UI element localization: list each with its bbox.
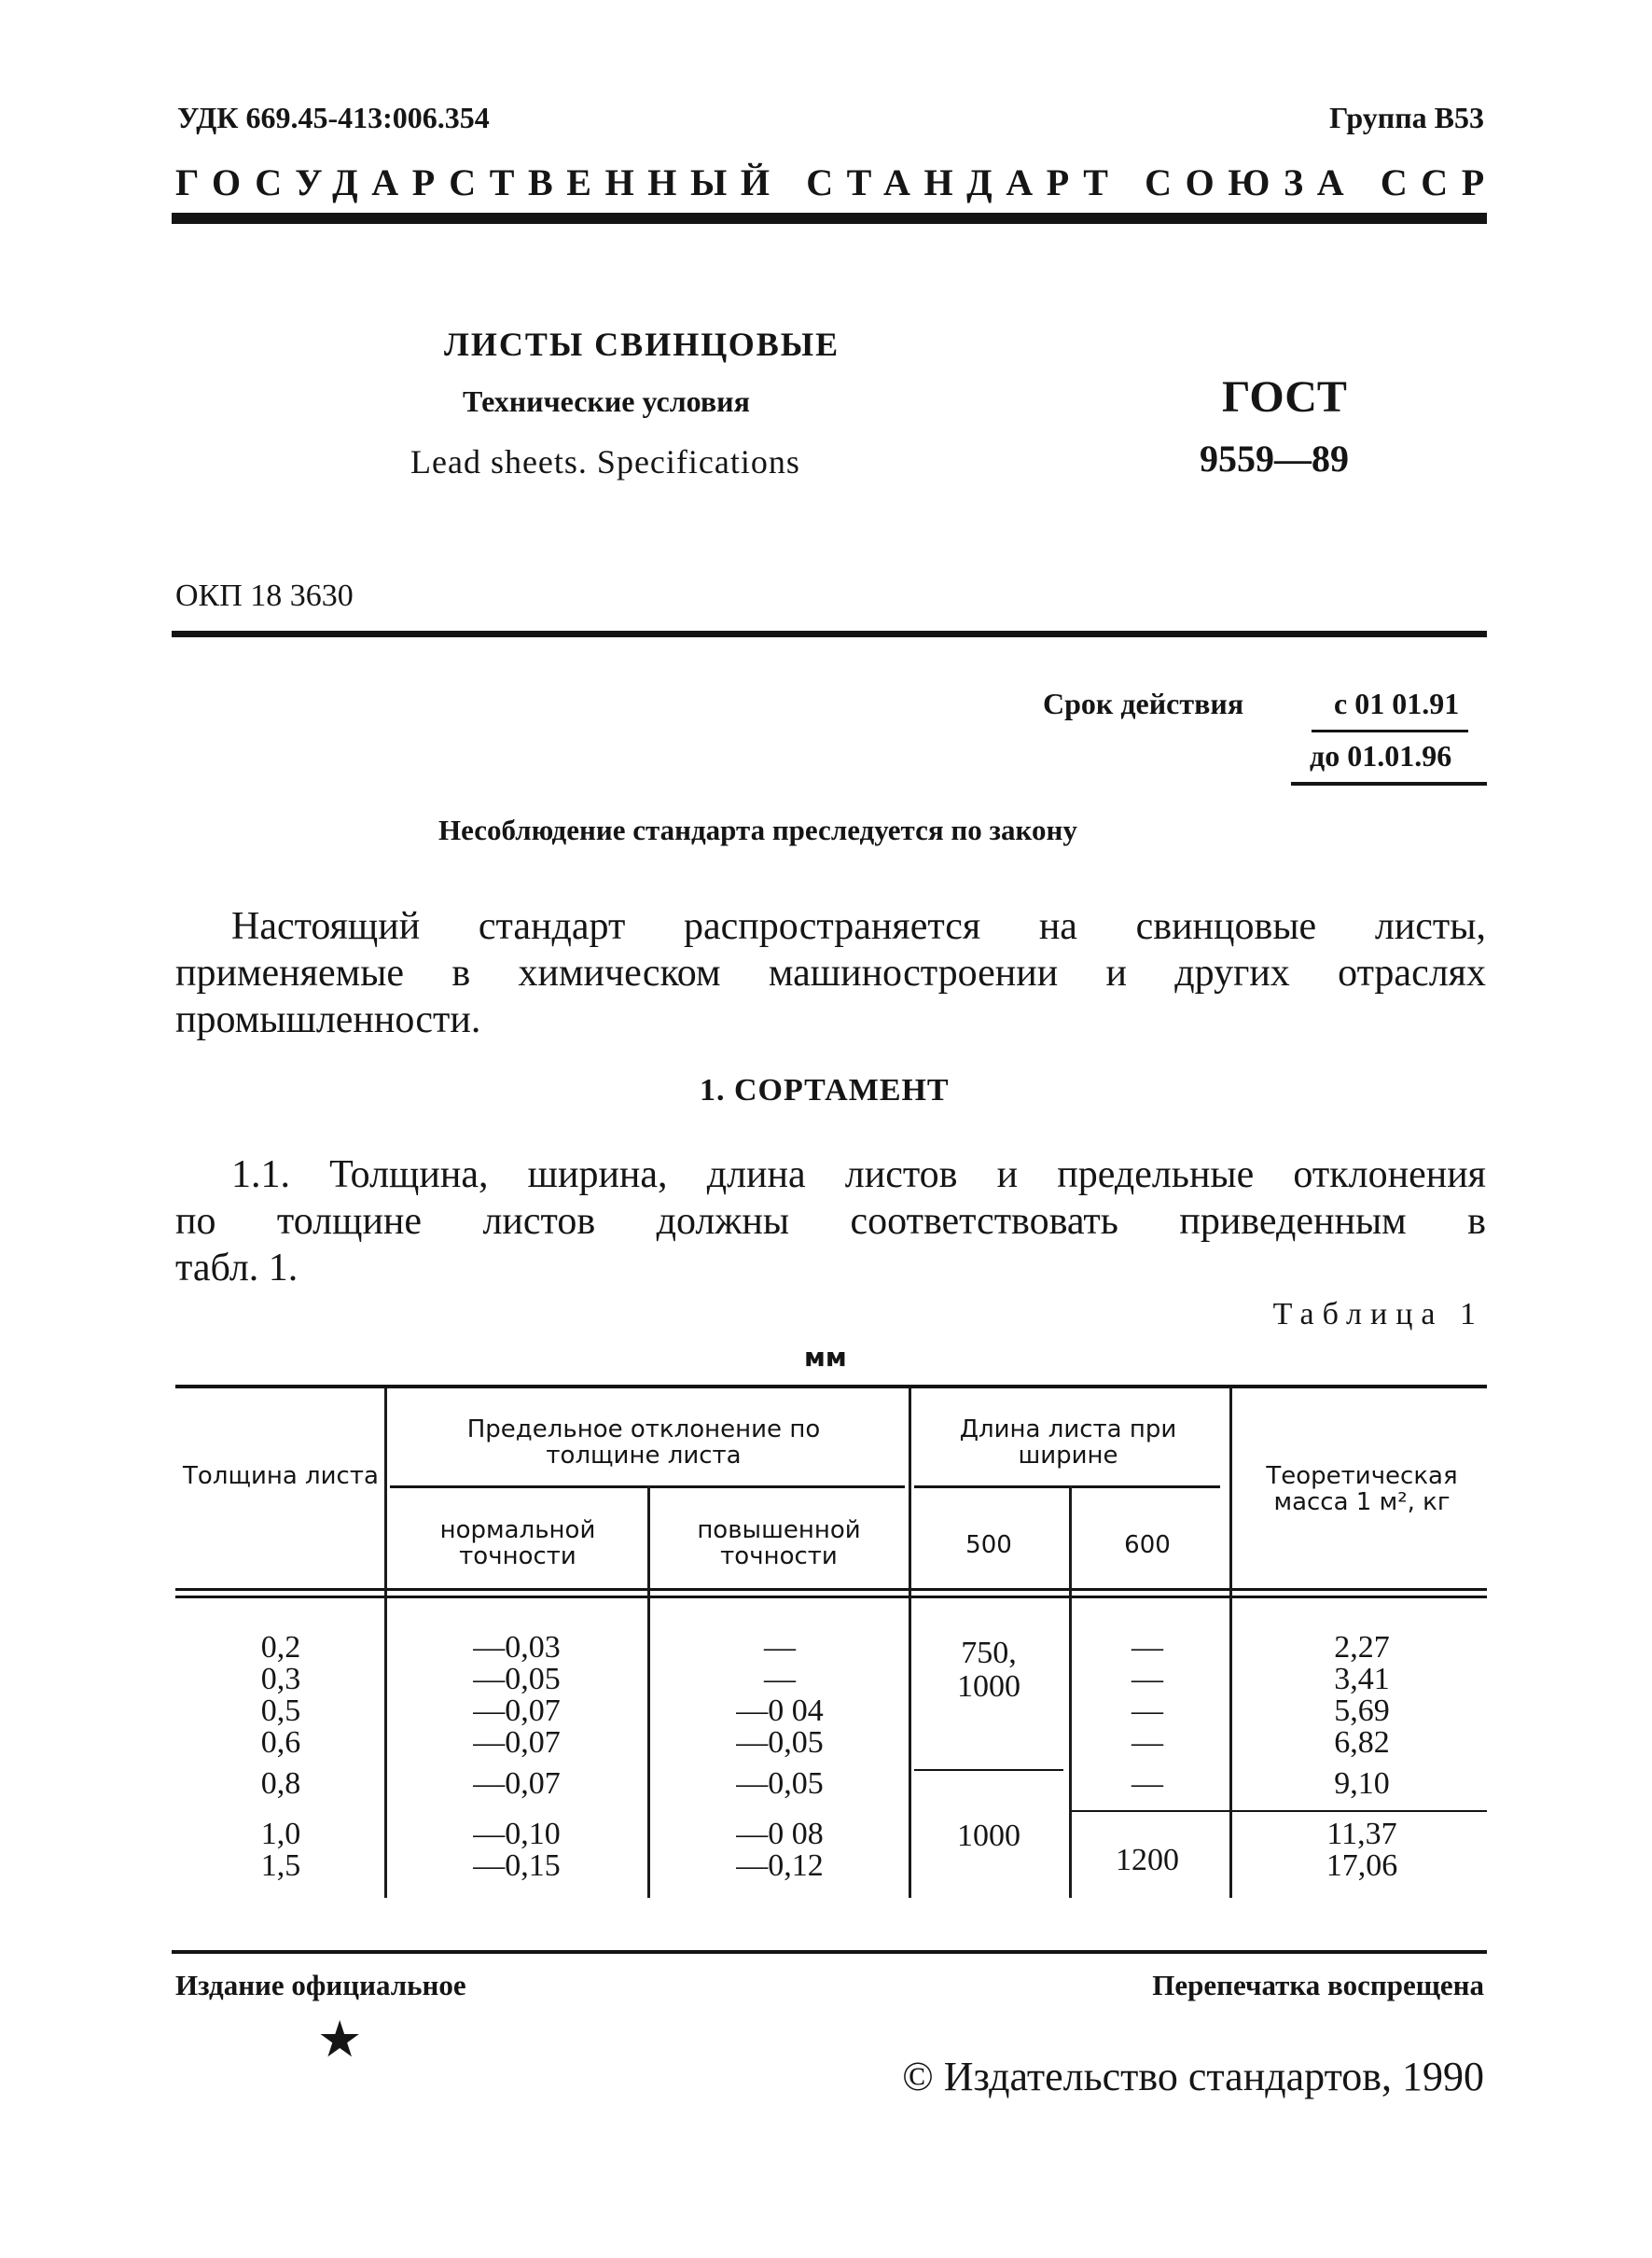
validity-from: с 01 01.91 <box>1334 687 1460 720</box>
table-unit: мм <box>804 1342 847 1373</box>
table-cell-normal: —0,10 <box>473 1817 561 1851</box>
intro-line <box>175 997 1486 1043</box>
table-cell-mass: 11,37 <box>1326 1817 1397 1851</box>
copyright-notice: © Издательство стандартов, 1990 <box>902 2054 1484 2099</box>
validity-label: Срок действия <box>1043 687 1244 720</box>
state-standard-heading: ГОСУДАРСТВЕННЫЙ СТАНДАРТ СОЮЗА ССР <box>175 161 1498 203</box>
document-title: ЛИСТЫ СВИНЦОВЫЕ <box>444 326 840 363</box>
header-length: Длина листа при ширине <box>959 1415 1177 1470</box>
intro-line <box>175 950 1486 997</box>
length-subheader-rule <box>914 1485 1220 1488</box>
table-col-divider <box>1069 1485 1072 1898</box>
intro-text-2: применяемые в химическом машиностроении и других отраслях <box>175 952 1486 995</box>
table-cell-mass: 3,41 <box>1334 1662 1390 1696</box>
table-cell-increased: —0 04 <box>736 1694 824 1728</box>
table-cell-w600: — <box>1131 1766 1163 1801</box>
table-cell-normal: —0,07 <box>473 1725 561 1760</box>
header-normal: нормальной точности <box>439 1516 596 1570</box>
intro-text-1: Настоящий стандарт распространяется на свинцовые листы, <box>231 905 1486 948</box>
udk-code: УДК 669.45-413:006.354 <box>177 101 490 134</box>
table-cell-increased: —0,12 <box>736 1848 824 1883</box>
clause-line <box>175 1198 1486 1245</box>
section-heading: 1. СОРТАМЕНТ <box>700 1073 950 1108</box>
table-cell-thickness: 0,2 <box>260 1630 301 1665</box>
clause-text-1: 1.1. Толщина, ширина, длина листов и предельные отклонения <box>231 1153 1486 1196</box>
table-cell-normal: —0,07 <box>473 1766 561 1801</box>
table-cell-thickness: 0,5 <box>260 1694 301 1728</box>
table-cell-w600: — <box>1131 1725 1163 1760</box>
clause-line <box>175 1151 1486 1198</box>
table-cell-increased: — <box>764 1662 796 1696</box>
header-mass: Теоретическая масса 1 м², кг <box>1266 1462 1458 1516</box>
table-cell-mass: 17,06 <box>1326 1848 1398 1883</box>
w600-split-rule <box>1069 1810 1487 1812</box>
english-title: Lead sheets. Specifications <box>410 443 800 481</box>
cell-w500-top-line1: 750, <box>961 1636 1017 1670</box>
reprint-prohibited: Перепечатка воспрещена <box>1152 1969 1484 2001</box>
clause-line <box>175 1245 1486 1291</box>
table-col-divider <box>909 1388 911 1898</box>
header-width-600: 600 <box>1124 1531 1171 1559</box>
table-cell-mass: 9,10 <box>1334 1766 1390 1801</box>
group-code: Группа В53 <box>1329 101 1484 134</box>
header-thick-rule <box>172 213 1487 224</box>
table-cell-thickness: 0,3 <box>260 1662 301 1696</box>
official-edition: Издание официальное <box>175 1969 466 2001</box>
table-cell-mass: 2,27 <box>1334 1630 1390 1665</box>
cell-w500-top <box>923 1637 1054 1704</box>
cell-w600-bottom: 1200 <box>1116 1843 1179 1877</box>
table-cell-thickness: 0,8 <box>260 1766 301 1801</box>
table-cell-increased: —0,05 <box>736 1725 824 1760</box>
intro-line <box>175 903 1486 950</box>
validity-to: до 01.01.96 <box>1310 739 1452 773</box>
table-cell-thickness: 1,0 <box>260 1817 301 1851</box>
table-caption: Таблица 1 <box>1272 1297 1484 1331</box>
table-col-divider <box>384 1388 387 1898</box>
table-bottom-rule <box>172 1950 1487 1954</box>
cell-w500-top-line2: 1000 <box>957 1669 1020 1704</box>
table-header-bottom-rule-2 <box>175 1596 1487 1598</box>
table-cell-mass: 5,69 <box>1334 1694 1390 1728</box>
law-notice: Несоблюдение стандарта преследуется по закону <box>438 814 1077 846</box>
table-cell-thickness: 1,5 <box>260 1848 301 1883</box>
table-cell-increased: — <box>764 1630 796 1665</box>
w500-split-rule <box>914 1769 1063 1771</box>
validity-from-underline <box>1312 730 1468 732</box>
table-cell-w600: — <box>1131 1630 1163 1665</box>
table-cell-w600: — <box>1131 1694 1163 1728</box>
header-deviation: Предельное отклонение по толщине листа <box>466 1415 821 1470</box>
okp-code: ОКП 18 3630 <box>175 578 354 613</box>
table-header-bottom-rule <box>175 1588 1487 1591</box>
header-thickness: Толщина листа <box>183 1462 379 1490</box>
clause-text-2: по толщине листов должны соответствовать приведенным в <box>175 1200 1486 1243</box>
table-cell-normal: —0,05 <box>473 1662 561 1696</box>
cell-w500-bottom: 1000 <box>957 1819 1020 1853</box>
table-col-divider <box>1229 1388 1232 1898</box>
table-cell-mass: 6,82 <box>1334 1725 1390 1760</box>
star-icon: ★ <box>317 2012 363 2068</box>
gost-label: ГОСТ <box>1222 372 1347 422</box>
okp-rule <box>172 631 1487 637</box>
clause-text-3: табл. 1. <box>175 1247 298 1289</box>
table-cell-normal: —0,07 <box>473 1694 561 1728</box>
table-cell-normal: —0,15 <box>473 1848 561 1883</box>
validity-to-underline <box>1291 782 1487 786</box>
intro-text-3: промышленности. <box>175 998 481 1041</box>
table-cell-increased: —0 08 <box>736 1817 824 1851</box>
table-cell-thickness: 0,6 <box>260 1725 301 1760</box>
document-subtitle: Технические условия <box>463 384 750 418</box>
table-cell-increased: —0,05 <box>736 1766 824 1801</box>
table-col-divider <box>647 1485 650 1898</box>
table-cell-normal: —0,03 <box>473 1630 561 1665</box>
gost-number: 9559—89 <box>1200 438 1349 480</box>
header-width-500: 500 <box>965 1531 1012 1559</box>
table-cell-w600: — <box>1131 1662 1163 1696</box>
header-increased: повышенной точности <box>697 1516 861 1570</box>
table-top-rule <box>175 1385 1487 1388</box>
